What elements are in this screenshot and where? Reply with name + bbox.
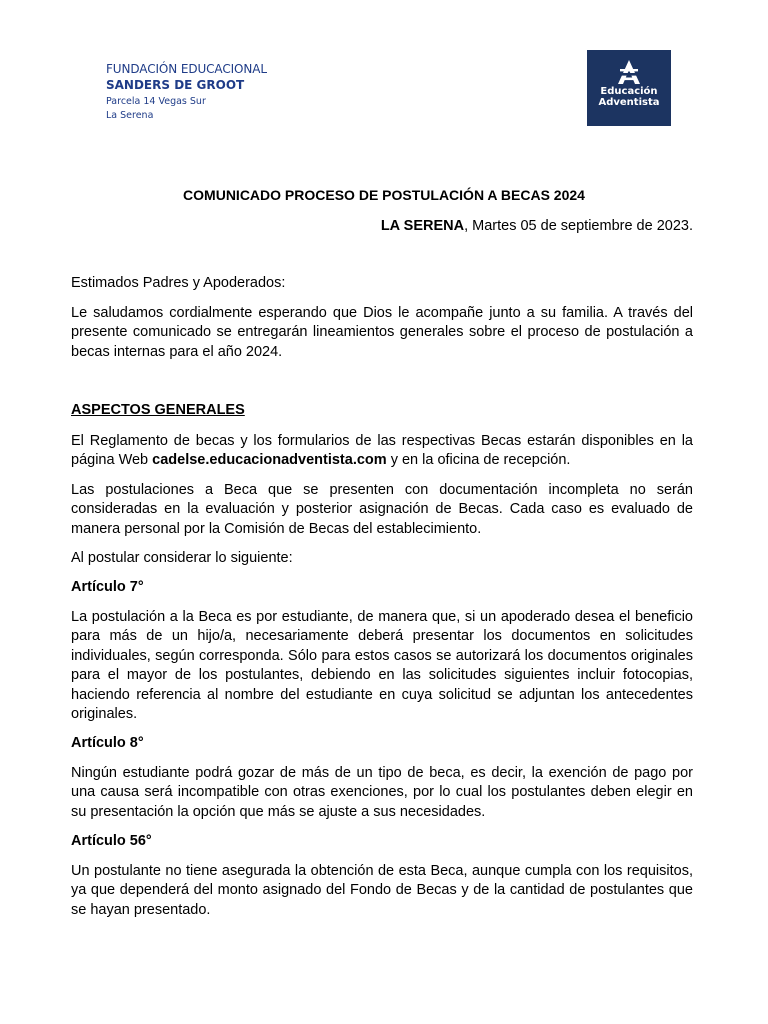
website-link[interactable]: cadelse.educacionadventista.com [152,452,387,469]
intro-paragraph: Le saludamos cordialmente esperando que Dios le acompañe junto a su familia. A través del presente comunicado se entregarán lineamientos generales sobre el proceso de postulación a becas internas para el año 2024. [71,305,693,360]
article-text: La postulación a la Beca es por estudiante, de manera que, si un apoderado desea el beneficio para más de un hijo/a, necesariamente deberá presentar los documentos en solicitudes individuales, según corresponda. Sólo para estos casos se autorizará los documentos originales para el mayor de los postulantes, debiendo en las solicitudes siguientes incluir fotocopias, haciendo referencia al nombre del estudiante en cuya solicitud se adjuntan los antecedentes originales. [71,609,693,723]
intro-block [71,304,693,362]
paragraph-1-end: y en la oficina de recepción. [386,452,571,469]
section-heading-block [71,401,693,420]
article-56-text-block [71,862,693,920]
paragraph-3-block [71,549,693,568]
article-text: Ningún estudiante podrá gozar de más de un tipo de beca, es decir, la exención de pago por una causa será incompatible con otras exenciones, por lo cual los postulantes deben elegir en su presentación la opción que más se ajuste a sus necesidades. [71,765,693,820]
paragraph-2: Las postulaciones a Beca que se presenten con documentación incompleta no serán consideradas en la evaluación y posterior asignación de Becas. Cada caso es evaluado de manera personal por la Comisión de Becas del establecimiento. [71,482,693,537]
date-text: , Martes 05 de septiembre de 2023. [464,218,693,234]
paragraph-1 [71,432,693,471]
logo-text-line1: Educación [600,86,658,97]
article-title: Artículo 8° [71,735,144,751]
article-title: Artículo 56° [71,833,152,849]
logo-text-line2: Adventista [598,97,660,108]
paragraph-1-start: El Reglamento de becas y los formularios de las respectivas Becas estarán disponibles en la página Web [71,433,693,469]
address-line: Parcela 14 Vegas Sur [106,96,206,107]
article-title: Artículo 7° [71,579,144,595]
article-8-title-block [71,734,693,753]
city-line: La Serena [106,110,154,121]
education-adventist-logo-icon [616,59,642,85]
article-7-title-block [71,578,693,597]
letterhead [106,61,267,123]
greeting-block [71,274,693,293]
paragraph-1-block [71,432,693,471]
document-title: COMUNICADO PROCESO DE POSTULACIÓN A BECAS 2024 [183,187,585,203]
section-heading: ASPECTOS GENERALES [71,402,245,418]
date-city: LA SERENA [380,218,465,234]
article-8-text-block [71,764,693,822]
foundation-name: SANDERS DE GROOT [106,78,245,92]
article-7-text-block [71,608,693,724]
educacion-adventista-logo [587,50,671,126]
article-text: Un postulante no tiene asegurada la obtención de esta Beca, aunque cumpla con los requisitos, ya que dependerá del monto asignado del Fondo de Becas y de la cantidad de postulantes que se hayan presentado. [71,863,693,918]
foundation-label: FUNDACIÓN EDUCACIONAL [106,62,267,76]
paragraph-2-block [71,481,693,539]
greeting: Estimados Padres y Apoderados: [71,275,286,291]
date-line [381,216,693,236]
article-56-title-block [71,832,693,851]
paragraph-3: Al postular considerar lo siguiente: [71,550,293,566]
